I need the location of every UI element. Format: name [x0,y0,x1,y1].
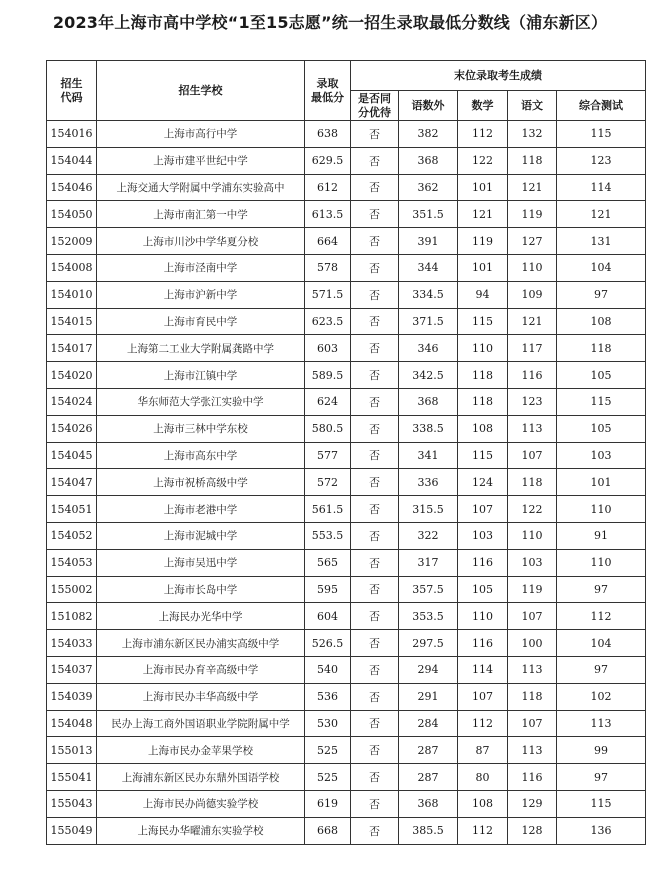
cell-comprehensive: 97 [557,281,646,308]
table-row [47,228,646,255]
cell-code: 154033 [47,630,97,657]
cell-chinese: 121 [508,308,557,335]
cell-comprehensive: 110 [557,496,646,523]
cell-ysw: 294 [399,656,458,683]
cell-code: 154015 [47,308,97,335]
cell-min-score: 612 [305,174,351,201]
table-row [47,415,646,442]
header-last-admitted-group: 末位录取考生成绩 [351,61,646,91]
cell-math: 101 [458,254,508,281]
cell-comprehensive: 114 [557,174,646,201]
cell-math: 116 [458,549,508,576]
cell-code: 155002 [47,576,97,603]
cell-chinese: 119 [508,201,557,228]
cell-same-priority: 否 [351,442,399,469]
cell-math: 108 [458,790,508,817]
table-row [47,522,646,549]
cell-chinese: 110 [508,522,557,549]
table-row [47,790,646,817]
cell-comprehensive: 131 [557,228,646,255]
cell-code: 154051 [47,496,97,523]
cell-same-priority: 否 [351,630,399,657]
cell-chinese: 119 [508,576,557,603]
cell-school: 上海市南汇第一中学 [97,201,305,228]
cell-ysw: 362 [399,174,458,201]
cell-ysw: 338.5 [399,415,458,442]
cell-same-priority: 否 [351,710,399,737]
cell-ysw: 391 [399,228,458,255]
header-min-score-line2: 最低分 [311,90,344,104]
cell-chinese: 100 [508,630,557,657]
cell-school: 上海市高东中学 [97,442,305,469]
cell-min-score: 638 [305,121,351,148]
cell-same-priority: 否 [351,147,399,174]
table-row [47,737,646,764]
cell-ysw: 334.5 [399,281,458,308]
cell-math: 112 [458,710,508,737]
cell-math: 108 [458,415,508,442]
cell-ysw: 371.5 [399,308,458,335]
cell-code: 154024 [47,388,97,415]
cell-comprehensive: 136 [557,817,646,844]
cell-code: 154046 [47,174,97,201]
cell-math: 114 [458,656,508,683]
table-row [47,201,646,228]
cell-min-score: 553.5 [305,522,351,549]
cell-min-score: 577 [305,442,351,469]
cell-min-score: 571.5 [305,281,351,308]
cell-comprehensive: 108 [557,308,646,335]
table-row [47,362,646,389]
cell-comprehensive: 121 [557,201,646,228]
cell-ysw: 344 [399,254,458,281]
cell-ysw: 385.5 [399,817,458,844]
cell-ysw: 382 [399,121,458,148]
cell-math: 122 [458,147,508,174]
cell-min-score: 624 [305,388,351,415]
cell-min-score: 565 [305,549,351,576]
cell-code: 154008 [47,254,97,281]
cell-math: 80 [458,764,508,791]
cell-school: 上海市泾南中学 [97,254,305,281]
cell-school: 上海民办华曜浦东实验学校 [97,817,305,844]
cell-school: 上海第二工业大学附属龚路中学 [97,335,305,362]
cell-math: 115 [458,308,508,335]
cell-math: 101 [458,174,508,201]
cell-same-priority: 否 [351,683,399,710]
cell-school: 上海浦东新区民办东鼎外国语学校 [97,764,305,791]
cell-chinese: 121 [508,174,557,201]
header-comprehensive: 综合测试 [557,91,646,121]
cell-code: 155049 [47,817,97,844]
cell-same-priority: 否 [351,549,399,576]
cell-min-score: 589.5 [305,362,351,389]
cell-chinese: 117 [508,335,557,362]
header-same-priority-line2: 分优待 [358,105,391,119]
cell-school: 上海市高行中学 [97,121,305,148]
cell-same-priority: 否 [351,228,399,255]
cell-chinese: 116 [508,362,557,389]
cell-comprehensive: 99 [557,737,646,764]
cell-school: 上海市浦东新区民办浦实高级中学 [97,630,305,657]
cell-code: 154052 [47,522,97,549]
table-row [47,656,646,683]
cell-chinese: 113 [508,737,557,764]
cell-same-priority: 否 [351,174,399,201]
cell-same-priority: 否 [351,764,399,791]
cell-math: 115 [458,442,508,469]
cell-comprehensive: 97 [557,576,646,603]
cell-chinese: 107 [508,603,557,630]
header-ysw: 语数外 [399,91,458,121]
cell-school: 上海市吴迅中学 [97,549,305,576]
cell-chinese: 113 [508,656,557,683]
cell-school: 上海民办光华中学 [97,603,305,630]
cell-same-priority: 否 [351,737,399,764]
cell-comprehensive: 118 [557,335,646,362]
table-row [47,630,646,657]
cell-same-priority: 否 [351,201,399,228]
cell-min-score: 580.5 [305,415,351,442]
cell-chinese: 116 [508,764,557,791]
cell-code: 154017 [47,335,97,362]
cell-code: 152009 [47,228,97,255]
cell-ysw: 291 [399,683,458,710]
cell-school: 上海市民办尚德实验学校 [97,790,305,817]
cell-code: 154044 [47,147,97,174]
cell-code: 154016 [47,121,97,148]
cell-math: 94 [458,281,508,308]
cell-min-score: 664 [305,228,351,255]
cell-chinese: 118 [508,147,557,174]
cell-chinese: 132 [508,121,557,148]
cell-comprehensive: 91 [557,522,646,549]
cell-math: 121 [458,201,508,228]
cell-same-priority: 否 [351,790,399,817]
cell-comprehensive: 102 [557,683,646,710]
cell-chinese: 127 [508,228,557,255]
cell-school: 民办上海工商外国语职业学院附属中学 [97,710,305,737]
table-body [47,121,646,845]
cell-chinese: 129 [508,790,557,817]
cell-same-priority: 否 [351,388,399,415]
table-row [47,576,646,603]
cell-ysw: 315.5 [399,496,458,523]
table-row [47,764,646,791]
cell-same-priority: 否 [351,121,399,148]
cell-ysw: 336 [399,469,458,496]
cell-school: 上海市民办丰华高级中学 [97,683,305,710]
cell-same-priority: 否 [351,469,399,496]
cell-math: 116 [458,630,508,657]
table-row [47,281,646,308]
cell-comprehensive: 104 [557,254,646,281]
cell-min-score: 530 [305,710,351,737]
table-row [47,174,646,201]
cell-min-score: 595 [305,576,351,603]
cell-code: 154045 [47,442,97,469]
cell-ysw: 284 [399,710,458,737]
cell-code: 155043 [47,790,97,817]
cell-min-score: 578 [305,254,351,281]
cell-comprehensive: 104 [557,630,646,657]
cell-chinese: 113 [508,415,557,442]
cell-ysw: 368 [399,147,458,174]
table-row [47,335,646,362]
cell-school: 上海市建平世纪中学 [97,147,305,174]
cell-comprehensive: 115 [557,388,646,415]
cell-school: 上海市江镇中学 [97,362,305,389]
cell-same-priority: 否 [351,496,399,523]
cell-school: 上海市民办金苹果学校 [97,737,305,764]
table-row [47,308,646,335]
cell-chinese: 110 [508,254,557,281]
table-row [47,147,646,174]
cell-min-score: 540 [305,656,351,683]
cell-school: 华东师范大学张江实验中学 [97,388,305,415]
cell-code: 151082 [47,603,97,630]
table-row [47,469,646,496]
table-row [47,442,646,469]
cell-min-score: 668 [305,817,351,844]
cell-same-priority: 否 [351,576,399,603]
header-code-line2: 代码 [60,90,83,104]
cell-chinese: 107 [508,710,557,737]
header-code [47,61,97,121]
cell-code: 154039 [47,683,97,710]
cell-chinese: 122 [508,496,557,523]
cell-same-priority: 否 [351,281,399,308]
cell-min-score: 603 [305,335,351,362]
cell-same-priority: 否 [351,603,399,630]
header-chinese: 语文 [508,91,557,121]
cell-school: 上海市川沙中学华夏分校 [97,228,305,255]
cell-math: 110 [458,603,508,630]
cell-min-score: 613.5 [305,201,351,228]
cell-math: 110 [458,335,508,362]
cell-math: 105 [458,576,508,603]
cell-school: 上海市沪新中学 [97,281,305,308]
cell-code: 154026 [47,415,97,442]
cell-comprehensive: 105 [557,362,646,389]
cell-min-score: 623.5 [305,308,351,335]
header-same-priority [351,91,399,121]
cell-code: 154048 [47,710,97,737]
cell-school: 上海市育民中学 [97,308,305,335]
cell-chinese: 118 [508,469,557,496]
header-school: 招生学校 [97,61,305,121]
cell-same-priority: 否 [351,362,399,389]
page-title: 2023年上海市高中学校“1至15志愿”统一招生录取最低分数线（浦东新区） [52,13,608,32]
cell-min-score: 619 [305,790,351,817]
cell-ysw: 297.5 [399,630,458,657]
cell-comprehensive: 97 [557,764,646,791]
cell-comprehensive: 110 [557,549,646,576]
cell-same-priority: 否 [351,254,399,281]
cell-school: 上海交通大学附属中学浦东实验高中 [97,174,305,201]
cell-ysw: 322 [399,522,458,549]
cell-ysw: 353.5 [399,603,458,630]
cell-math: 118 [458,388,508,415]
cell-ysw: 346 [399,335,458,362]
cell-ysw: 351.5 [399,201,458,228]
cell-min-score: 536 [305,683,351,710]
cell-code: 154037 [47,656,97,683]
header-code-line1: 招生 [60,76,83,90]
cell-comprehensive: 113 [557,710,646,737]
cell-code: 154050 [47,201,97,228]
cell-math: 124 [458,469,508,496]
cell-school: 上海市老港中学 [97,496,305,523]
cell-same-priority: 否 [351,656,399,683]
cell-min-score: 629.5 [305,147,351,174]
cell-same-priority: 否 [351,415,399,442]
table-row [47,496,646,523]
cell-same-priority: 否 [351,817,399,844]
cell-comprehensive: 101 [557,469,646,496]
cell-code: 154010 [47,281,97,308]
cell-math: 118 [458,362,508,389]
cell-chinese: 109 [508,281,557,308]
cell-min-score: 561.5 [305,496,351,523]
admission-score-table [46,60,646,845]
cell-comprehensive: 112 [557,603,646,630]
cell-code: 155041 [47,764,97,791]
cell-ysw: 287 [399,737,458,764]
table-row [47,683,646,710]
cell-school: 上海市祝桥高级中学 [97,469,305,496]
cell-ysw: 357.5 [399,576,458,603]
cell-math: 107 [458,496,508,523]
cell-ysw: 341 [399,442,458,469]
cell-school: 上海市三林中学东校 [97,415,305,442]
cell-math: 103 [458,522,508,549]
table-row [47,817,646,844]
header-min-score-line1: 录取 [316,76,339,90]
cell-same-priority: 否 [351,522,399,549]
cell-ysw: 287 [399,764,458,791]
cell-comprehensive: 115 [557,790,646,817]
cell-code: 154053 [47,549,97,576]
cell-ysw: 368 [399,388,458,415]
cell-comprehensive: 103 [557,442,646,469]
cell-comprehensive: 105 [557,415,646,442]
table-row [47,710,646,737]
cell-chinese: 128 [508,817,557,844]
cell-code: 155013 [47,737,97,764]
cell-min-score: 525 [305,737,351,764]
table-row [47,254,646,281]
cell-math: 107 [458,683,508,710]
cell-min-score: 526.5 [305,630,351,657]
cell-same-priority: 否 [351,308,399,335]
cell-code: 154047 [47,469,97,496]
header-math: 数学 [458,91,508,121]
cell-min-score: 604 [305,603,351,630]
cell-min-score: 572 [305,469,351,496]
table-row [47,121,646,148]
cell-school: 上海市民办育辛高级中学 [97,656,305,683]
cell-school: 上海市长岛中学 [97,576,305,603]
cell-comprehensive: 123 [557,147,646,174]
cell-chinese: 118 [508,683,557,710]
cell-chinese: 123 [508,388,557,415]
cell-ysw: 317 [399,549,458,576]
cell-math: 112 [458,121,508,148]
cell-code: 154020 [47,362,97,389]
cell-math: 87 [458,737,508,764]
cell-ysw: 342.5 [399,362,458,389]
cell-math: 119 [458,228,508,255]
table-row [47,603,646,630]
cell-comprehensive: 115 [557,121,646,148]
cell-same-priority: 否 [351,335,399,362]
header-same-priority-line1: 是否同 [358,91,391,105]
cell-chinese: 103 [508,549,557,576]
cell-school: 上海市泥城中学 [97,522,305,549]
header-min-score [305,61,351,121]
cell-chinese: 107 [508,442,557,469]
cell-comprehensive: 97 [557,656,646,683]
cell-math: 112 [458,817,508,844]
cell-min-score: 525 [305,764,351,791]
table-row [47,549,646,576]
table-row [47,388,646,415]
cell-ysw: 368 [399,790,458,817]
